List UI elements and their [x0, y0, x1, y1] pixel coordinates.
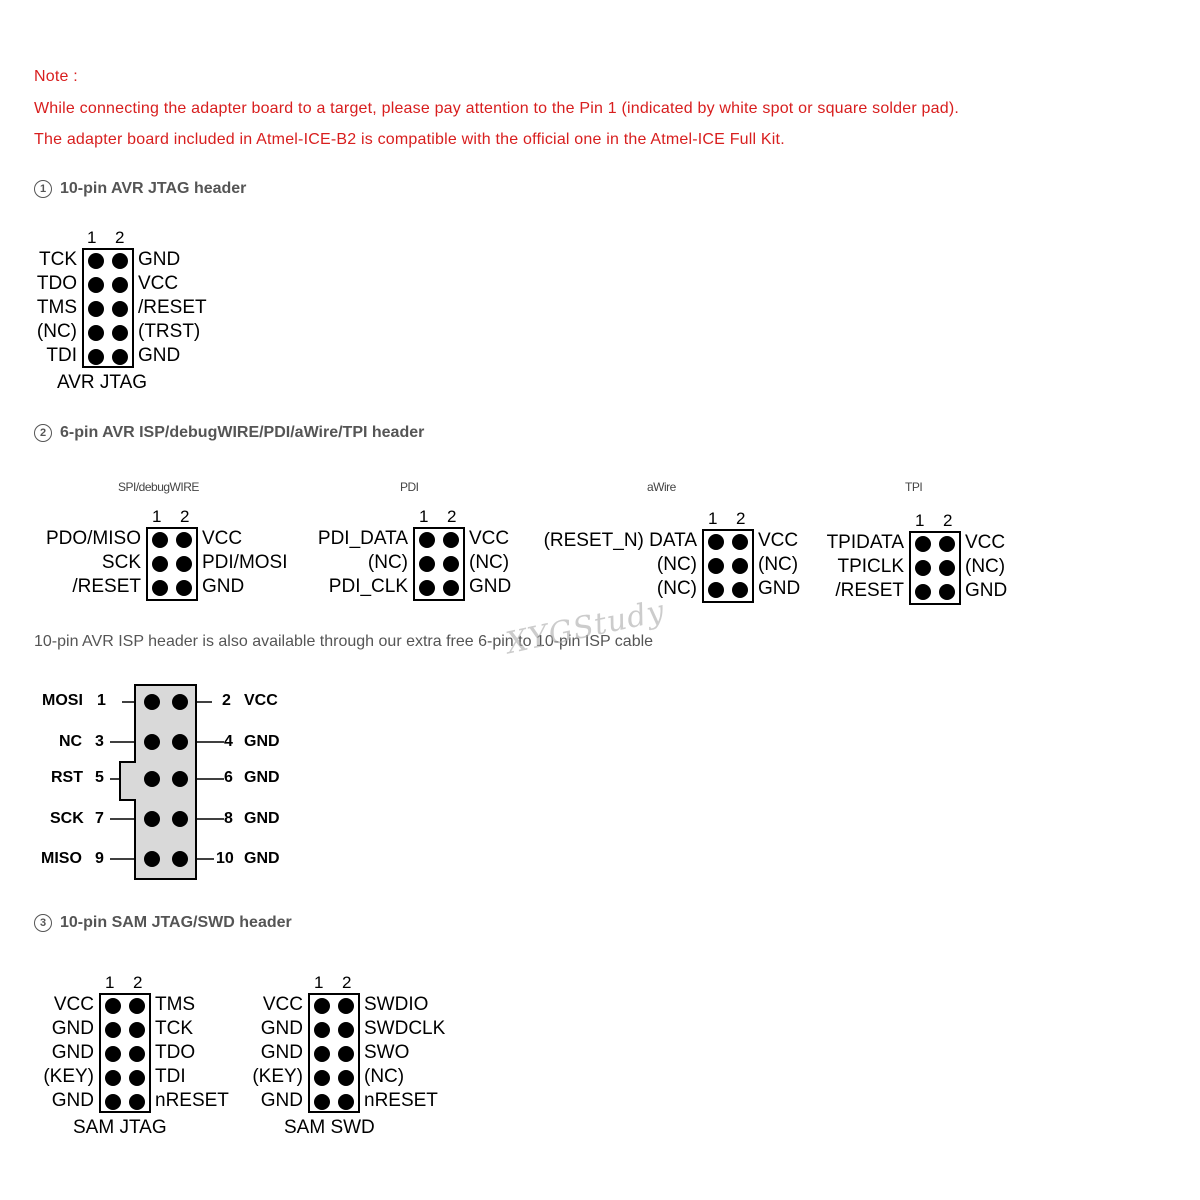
sam-jtag-caption: SAM JTAG [73, 1117, 167, 1138]
isp10-left-name: MOSI [42, 692, 83, 709]
pin-dot [112, 325, 128, 341]
sam-jtag-left-pin: VCC [53, 994, 94, 1015]
isp10-left-num: 7 [95, 810, 104, 827]
pin-dot [129, 1094, 145, 1110]
pin-dot [419, 532, 435, 548]
pin-dot [939, 584, 955, 600]
pin-dot [176, 532, 192, 548]
isp6-left-pin: (NC) [656, 554, 697, 575]
pin-dot [338, 998, 354, 1014]
pin-dot [419, 556, 435, 572]
isp6-right-pin: (NC) [965, 556, 1006, 577]
section-3-heading [34, 914, 292, 932]
isp6-right-pin: GND [469, 576, 512, 597]
isp6-left-pin: (RESET_N) DATA [543, 530, 697, 551]
pin-dot [105, 1046, 121, 1062]
pin-dot [105, 1094, 121, 1110]
isp10-right-name: GND [244, 850, 280, 867]
pin-dot [176, 556, 192, 572]
sam-jtag-left-pin: (KEY) [43, 1066, 94, 1087]
sam-jtag-right-pin: TDO [155, 1042, 196, 1063]
pin-dot [152, 580, 168, 596]
pin-dot [708, 558, 724, 574]
sam-swd-right-pin: (NC) [364, 1066, 405, 1087]
isp6-right-pin: VCC [469, 528, 510, 549]
isp10-right-name: GND [244, 769, 280, 786]
pin-dot [112, 277, 128, 293]
sam-jtag-right-pin: TCK [155, 1018, 193, 1039]
isp6-left-pin: /RESET [72, 576, 141, 597]
isp10-left-num: 1 [97, 692, 106, 709]
isp10-right-num: 10 [216, 850, 234, 867]
isp10-left-num: 9 [95, 850, 104, 867]
pin-dot [105, 1022, 121, 1038]
pin-dot [112, 301, 128, 317]
sam-swd-right-pin: SWDIO [364, 994, 429, 1015]
pin-1-label: 1 [152, 507, 162, 526]
pin-dot [314, 1022, 330, 1038]
section-2-heading [34, 424, 424, 442]
section-1-heading [34, 180, 246, 198]
section-1-title: 10-pin AVR JTAG header [60, 180, 247, 197]
pin-1-label: 1 [105, 973, 115, 992]
pin-dot [105, 998, 121, 1014]
note-title: Note : [34, 68, 78, 85]
pin-2-label: 2 [115, 228, 125, 247]
pin-dot [88, 349, 104, 365]
avr-jtag-left-pin: TDO [36, 273, 77, 294]
isp10-left-num: 5 [95, 769, 104, 786]
isp6-right-pin: VCC [202, 528, 243, 549]
avr-jtag-left-pin: TDI [46, 345, 77, 366]
isp10-note: 10-pin AVR ISP header is also available through our extra free 6-pin to 10-pin ISP cable [34, 633, 654, 650]
pin-dot [88, 253, 104, 269]
pin-dot [443, 532, 459, 548]
isp6-left-pin: PDO/MISO [45, 528, 141, 549]
pin-dot [338, 1094, 354, 1110]
isp6-sublabel: aWire [647, 480, 676, 494]
isp6-left-pin: (NC) [367, 552, 408, 573]
pin-dot [915, 584, 931, 600]
pin-2-label: 2 [447, 507, 457, 526]
sam-jtag-right-pin: nRESET [155, 1090, 229, 1111]
pin-dot [314, 1046, 330, 1062]
isp10-right-name: GND [244, 810, 280, 827]
isp10-left-name: RST [51, 769, 83, 786]
pin-1-label: 1 [87, 228, 97, 247]
isp10-header-outline [100, 680, 230, 885]
avr-jtag-right-pin: GND [138, 249, 181, 270]
isp10-right-num: 6 [224, 769, 233, 786]
section-2-title: 6-pin AVR ISP/debugWIRE/PDI/aWire/TPI header [60, 424, 425, 441]
sam-swd-right-pin: nRESET [364, 1090, 438, 1111]
pin-dot [419, 580, 435, 596]
pin-1-label: 1 [314, 973, 324, 992]
pin-dot [129, 1046, 145, 1062]
section-1-number: 1 [34, 180, 52, 198]
pin-dot [708, 582, 724, 598]
sam-jtag-right-pin: TMS [155, 994, 196, 1015]
isp6-sublabel: SPI/debugWIRE [118, 480, 199, 494]
sam-swd-left-pin: GND [260, 1042, 303, 1063]
pin-dot [939, 560, 955, 576]
pin-dot [915, 536, 931, 552]
avr-jtag-caption: AVR JTAG [57, 372, 148, 393]
isp10-right-name: GND [244, 733, 280, 750]
avr-jtag-right-pin: GND [138, 345, 181, 366]
avr-jtag-right-pin: /RESET [138, 297, 207, 318]
isp6-right-pin: GND [965, 580, 1008, 601]
pin-dot [88, 301, 104, 317]
sam-swd-left-pin: VCC [262, 994, 303, 1015]
isp6-left-pin: TPICLK [837, 556, 904, 577]
pin-dot [112, 349, 128, 365]
avr-jtag-right-pin: (TRST) [138, 321, 201, 342]
pin-dot [314, 1070, 330, 1086]
isp10-left-name: MISO [41, 850, 82, 867]
pin-dot [129, 1022, 145, 1038]
pin-dot [443, 556, 459, 572]
isp6-left-pin: /RESET [835, 580, 904, 601]
sam-swd-left-pin: (KEY) [252, 1066, 303, 1087]
pin-dot [129, 1070, 145, 1086]
isp6-left-pin: SCK [101, 552, 141, 573]
pin-1-label: 1 [915, 511, 925, 530]
isp10-right-num: 4 [224, 733, 233, 750]
isp6-right-pin: GND [202, 576, 245, 597]
avr-jtag-right-pin: VCC [138, 273, 179, 294]
pin-2-label: 2 [943, 511, 953, 530]
isp10-left-name: NC [59, 733, 83, 750]
pin-dot [338, 1070, 354, 1086]
pin-dot [338, 1046, 354, 1062]
pin-dot [176, 580, 192, 596]
isp6-right-pin: VCC [965, 532, 1006, 553]
pin-dot [443, 580, 459, 596]
pin-dot [732, 558, 748, 574]
sam-jtag-right-pin: TDI [155, 1066, 186, 1087]
isp6-right-pin: (NC) [758, 554, 799, 575]
pin-2-label: 2 [133, 973, 143, 992]
sam-swd-right-pin: SWO [364, 1042, 410, 1063]
pin-1-label: 1 [708, 509, 718, 528]
sam-jtag-left-pin: GND [51, 1018, 94, 1039]
pin-1-label: 1 [419, 507, 429, 526]
pin-dot [152, 532, 168, 548]
pin-dot [708, 534, 724, 550]
isp6-sublabel: TPI [905, 480, 923, 494]
isp6-right-pin: (NC) [469, 552, 510, 573]
pin-dot [105, 1070, 121, 1086]
isp6-right-pin: PDI/MOSI [202, 552, 288, 573]
pin-dot [732, 582, 748, 598]
isp6-right-pin: GND [758, 578, 801, 599]
pin-dot [314, 998, 330, 1014]
isp6-left-pin: TPIDATA [826, 532, 904, 553]
pin-dot [915, 560, 931, 576]
isp6-left-pin: (NC) [656, 578, 697, 599]
avr-jtag-left-pin: TMS [36, 297, 77, 318]
watermark: XYGStudy [503, 593, 669, 662]
avr-jtag-left-pin: (NC) [36, 321, 77, 342]
isp6-sublabel: PDI [400, 480, 419, 494]
pin-2-label: 2 [180, 507, 190, 526]
pin-2-label: 2 [342, 973, 352, 992]
sam-swd-caption: SAM SWD [284, 1117, 375, 1138]
pin-dot [338, 1022, 354, 1038]
sam-jtag-left-pin: GND [51, 1042, 94, 1063]
note-line-2: The adapter board included in Atmel-ICE-B2 is compatible with the official one in the Atmel-ICE Full Kit. [34, 131, 785, 148]
pin-2-label: 2 [736, 509, 746, 528]
isp6-left-pin: PDI_DATA [317, 528, 408, 549]
isp10-right-name: VCC [244, 692, 278, 709]
isp10-right-num: 2 [222, 692, 231, 709]
pin-dot [732, 534, 748, 550]
pin-dot [88, 277, 104, 293]
isp6-left-pin: PDI_CLK [328, 576, 408, 597]
isp10-right-num: 8 [224, 810, 233, 827]
sam-swd-right-pin: SWDCLK [364, 1018, 446, 1039]
sam-swd-left-pin: GND [260, 1090, 303, 1111]
section-2-number: 2 [34, 424, 52, 442]
sam-swd-left-pin: GND [260, 1018, 303, 1039]
section-3-title: 10-pin SAM JTAG/SWD header [60, 914, 292, 931]
sam-jtag-left-pin: GND [51, 1090, 94, 1111]
isp10-left-num: 3 [95, 733, 104, 750]
isp10-left-name: SCK [50, 810, 84, 827]
avr-jtag-left-pin: TCK [39, 249, 77, 270]
isp6-right-pin: VCC [758, 530, 799, 551]
pin-dot [314, 1094, 330, 1110]
pin-dot [129, 998, 145, 1014]
note-line-1: While connecting the adapter board to a target, please pay attention to the Pin 1 (indicated by white spot or square solder pad). [34, 100, 960, 117]
pin-dot [152, 556, 168, 572]
pin-dot [112, 253, 128, 269]
pin-dot [939, 536, 955, 552]
pin-dot [88, 325, 104, 341]
section-3-number: 3 [34, 914, 52, 932]
